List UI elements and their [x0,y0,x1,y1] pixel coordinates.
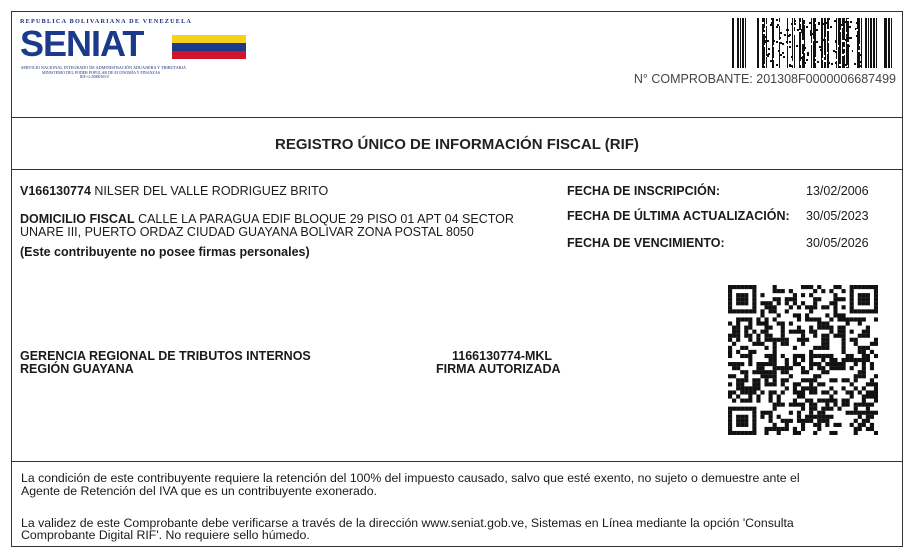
logo-country: REPUBLICA BOLIVARIANA DE VENEZUELA [20,18,193,25]
document-footer [12,462,902,546]
venezuela-flag-icon [172,35,246,59]
comprobante-value: 201308F0000006687499 [756,72,896,86]
taxpayer-line [20,184,328,198]
address-text-1: CALLE LA PARAGUA EDIF BLOQUE 29 PISO 01 APT 04 SECTOR [138,212,514,226]
taxpayer-name: NILSER DEL VALLE RODRIGUEZ BRITO [94,184,329,198]
signature-note: (Este contribuyente no posee firmas personales) [20,245,310,259]
barcode-icon [732,18,896,68]
comprobante-label: N° COMPROBANTE: [633,72,753,86]
rif-document [11,11,903,547]
actualizacion-label: FECHA DE ÚLTIMA ACTUALIZACIÓN: [567,209,790,223]
address-label: DOMICILIO FISCAL [20,212,135,226]
taxpayer-rif: V166130774 [20,184,91,198]
page-title: REGISTRO ÚNICO DE INFORMACIÓN FISCAL (RIF) [275,136,639,153]
qr-code-icon [728,285,878,435]
logo-brand: SENIAT [20,23,144,64]
comprobante-number [634,72,896,86]
logo-line-2: MINISTERIO DEL PODER POPULAR DE ECONOMÍA Y FINANZAS [42,70,161,75]
vencimiento-value: 30/05/2026 [806,236,869,250]
authorized-code: 1166130774-MKL [452,349,553,363]
address-line-2: UNARE III, PUERTO ORDAZ CIUDAD GUAYANA BOLIVAR ZONA POSTAL 8050 [20,225,474,239]
logo-line-1: SERVICIO NACIONAL INTEGRADO DE ADMINISTRACIÓN ADUANERA Y TRIBUTARIA [21,65,187,70]
actualizacion-value: 30/05/2023 [806,209,869,223]
inscripcion-label: FECHA DE INSCRIPCIÓN: [567,184,721,198]
title-bar [12,117,902,170]
vencimiento-label: FECHA DE VENCIMIENTO: [567,236,725,250]
office-line-2: REGIÓN GUAYANA [20,362,134,376]
footer-note-1-line-1: La condición de este contribuyente requiere la retención del 100% del impuesto causado, salvo que esté exento, no sujeto o demuestre ante el [21,471,800,485]
authorized-label: FIRMA AUTORIZADA [436,362,561,376]
inscripcion-value: 13/02/2006 [806,184,869,198]
footer-note-1-line-2: Agente de Retención del IVA que es un contribuyente exonerado. [21,484,377,498]
document-header [12,12,902,118]
address-line-1 [20,212,514,226]
logo-line-3: RIF: G-20000303-0 [80,75,109,79]
footer-note-2-line-2: Comprobante Digital RIF'. No requiere sello húmedo. [21,528,310,542]
seniat-logo [20,18,255,90]
office-line-1: GERENCIA REGIONAL DE TRIBUTOS INTERNOS [20,349,311,363]
document-body [12,169,902,462]
footer-note-2-line-1: La validez de este Comprobante debe verificarse a través de la dirección www.seniat.gob.ve, Sistemas en Línea mediante la opción 'Consulta [21,516,794,530]
